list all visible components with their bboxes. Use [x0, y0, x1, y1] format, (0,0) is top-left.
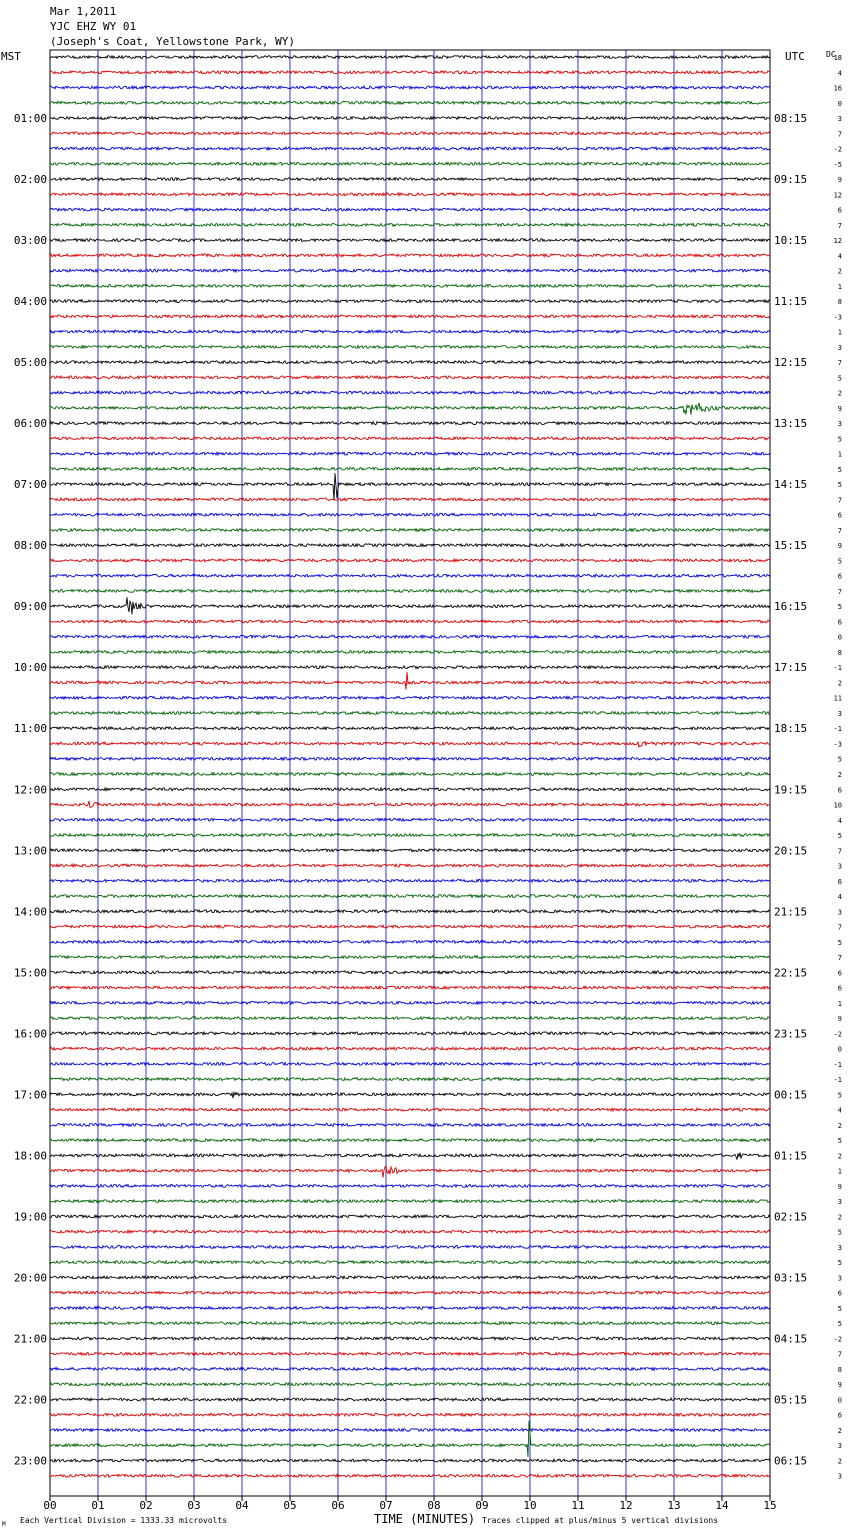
trace-row: [50, 1352, 770, 1355]
trace-row: [50, 468, 770, 471]
trace-row: [50, 391, 770, 394]
dc-offset-label: 1: [837, 282, 842, 291]
dc-offset-label: 11: [833, 694, 842, 703]
trace-row: [50, 1383, 770, 1386]
trace-row: [50, 1307, 770, 1310]
hour-label-left: 03:00: [13, 234, 47, 248]
hour-label-right: 13:15: [774, 417, 808, 431]
dc-offset-label: 0: [837, 99, 842, 108]
trace-row: [50, 162, 770, 165]
hour-label-left: 16:00: [13, 1027, 47, 1041]
trace-row: [50, 101, 770, 104]
hour-label-left: 20:00: [13, 1271, 47, 1285]
trace-row: [50, 403, 770, 415]
trace-row: [50, 590, 770, 593]
scale-note: Each Vertical Division = 1333.33 microvolts: [20, 1516, 228, 1525]
hour-label-left: 22:00: [13, 1393, 47, 1407]
clip-note: Traces clipped at plus/minus 5 vertical divisions: [482, 1516, 719, 1525]
dc-offset-label: -1: [833, 1076, 842, 1085]
dc-offset-label: 4: [837, 252, 842, 261]
trace-row: [50, 635, 770, 638]
hour-label-left: 19:00: [13, 1210, 47, 1224]
dc-offset-label: 5: [837, 832, 842, 841]
trace-row: [50, 422, 770, 425]
dc-offset-label: 2: [837, 1121, 842, 1130]
dc-offset-label: -5: [833, 160, 842, 169]
hour-label-left: 23:00: [13, 1454, 47, 1468]
trace-row: [50, 330, 770, 333]
dc-offset-label: 0: [837, 1045, 842, 1054]
trace-row: [50, 1474, 770, 1477]
dc-offset-label: 12: [833, 191, 842, 200]
hour-label-left: 14:00: [13, 905, 47, 919]
trace-row: [50, 117, 770, 120]
trace-row: [50, 1166, 770, 1178]
trace-row: [50, 1032, 770, 1035]
trace-row: [50, 788, 770, 791]
trace-row: [50, 864, 770, 867]
hour-label-right: 03:15: [774, 1271, 808, 1285]
trace-row: [50, 773, 770, 776]
dc-offset-label: 3: [837, 709, 842, 718]
dc-offset-label: 5: [837, 481, 842, 490]
x-tick-label: 07: [379, 1499, 393, 1512]
trace-row: [50, 834, 770, 837]
x-tick-label: 04: [235, 1499, 249, 1512]
dc-offset-label: -1: [833, 1060, 842, 1069]
dc-offset-label: -3: [833, 313, 842, 322]
trace-row: [50, 696, 770, 699]
dc-offset-label: 12: [833, 237, 842, 246]
trace-row: [50, 574, 770, 577]
trace-row: [50, 1261, 770, 1264]
trace-row: [50, 1291, 770, 1294]
trace-row: [50, 910, 770, 913]
trace-row: [50, 1215, 770, 1218]
trace-row: [50, 971, 770, 974]
x-tick-label: 15: [763, 1499, 777, 1512]
trace-row: [50, 498, 770, 501]
trace-row: [50, 879, 770, 882]
dc-offset-label: 5: [837, 755, 842, 764]
trace-row: [50, 895, 770, 898]
x-tick-label: 14: [715, 1499, 729, 1512]
trace-row: [50, 1078, 770, 1081]
x-tick-label: 03: [187, 1499, 201, 1512]
trace-row: [50, 742, 770, 748]
trace-row: [50, 178, 770, 181]
dc-offset-label: 5: [837, 1259, 842, 1268]
dc-offset-label: 3: [837, 908, 842, 917]
trace-row: [50, 86, 770, 89]
right-timezone-label: UTC: [785, 50, 805, 63]
dc-offset-label: 5: [837, 1320, 842, 1329]
trace-row: [50, 346, 770, 349]
dc-offset-label: 3: [837, 343, 842, 352]
trace-row: [50, 940, 770, 943]
dc-offset-label: 5: [837, 1228, 842, 1237]
trace-row: [50, 361, 770, 364]
dc-offset-label: 6: [837, 984, 842, 993]
trace-row: [50, 1185, 770, 1188]
trace-row: [50, 1108, 770, 1111]
dc-offset-label: 3: [837, 115, 842, 124]
trace-row: [50, 1368, 770, 1371]
trace-row: [50, 473, 770, 500]
trace-row: [50, 1047, 770, 1050]
trace-row: [50, 925, 770, 928]
trace-row: [50, 956, 770, 959]
hour-label-right: 16:15: [774, 600, 808, 614]
dc-offset-label: 7: [837, 954, 842, 963]
trace-row: [50, 284, 770, 287]
dc-offset-label: 2: [837, 267, 842, 276]
dc-offset-label: 4: [837, 893, 842, 902]
hour-label-right: 01:15: [774, 1149, 808, 1163]
dc-offset-label: 5: [837, 603, 842, 612]
dc-offset-label: 9: [837, 176, 842, 185]
dc-offset-label: 5: [837, 1091, 842, 1100]
dc-offset-label: 7: [837, 847, 842, 856]
dc-offset-label: 2: [837, 1457, 842, 1466]
dc-offset-label: 2: [837, 771, 842, 779]
dc-offset-label: 4: [837, 1106, 842, 1115]
dc-offset-label: 1: [837, 999, 842, 1008]
hour-label-right: 22:15: [774, 966, 808, 980]
dc-offset-label: 9: [837, 1381, 842, 1390]
trace-row: [50, 376, 770, 379]
dc-offset-label: -2: [833, 1030, 842, 1039]
x-tick-label: 00: [43, 1499, 57, 1512]
trace-row: [50, 71, 770, 74]
dc-offset-label: 9: [837, 542, 842, 551]
hour-label-left: 21:00: [13, 1332, 47, 1346]
hour-label-left: 13:00: [13, 844, 47, 858]
trace-row: [50, 147, 770, 150]
dc-offset-label: 8: [837, 648, 842, 657]
hour-label-right: 19:15: [774, 783, 808, 797]
dc-offset-label: 2: [837, 1213, 842, 1222]
dc-offset-label: 1: [837, 328, 842, 337]
dc-offset-label: -2: [833, 1335, 842, 1344]
dc-offset-label: 5: [837, 557, 842, 566]
dc-offset-label: 5: [837, 435, 842, 444]
dc-offset-label: 0: [837, 633, 842, 642]
dc-offset-label: 4: [837, 816, 842, 825]
hour-label-left: 05:00: [13, 356, 47, 370]
trace-row: [50, 801, 770, 807]
hour-label-left: 10:00: [13, 661, 47, 675]
trace-row: [50, 1246, 770, 1249]
trace-row: [50, 269, 770, 272]
hour-label-right: 18:15: [774, 722, 808, 736]
x-axis-label: TIME (MINUTES): [374, 1512, 476, 1526]
x-tick-label: 13: [667, 1499, 681, 1512]
trace-row: [50, 1200, 770, 1203]
dc-offset-label: -1: [833, 725, 842, 734]
trace-row: [50, 1001, 770, 1004]
dc-offset-label: 9: [837, 404, 842, 413]
trace-row: [50, 1322, 770, 1325]
trace-row: [50, 1063, 770, 1066]
hour-label-right: 11:15: [774, 295, 808, 309]
dc-offset-label: 3: [837, 1472, 842, 1481]
location-label: (Joseph's Coat, Yellowstone Park, WY): [50, 35, 296, 48]
dc-offset-label: 5: [837, 374, 842, 383]
dc-offset-label: 3: [837, 1243, 842, 1252]
trace-row: [50, 986, 770, 989]
trace-row: [50, 672, 770, 690]
x-tick-label: 02: [139, 1499, 153, 1512]
hour-label-right: 17:15: [774, 661, 808, 675]
dc-offset-label: 6: [837, 1411, 842, 1420]
hour-label-left: 04:00: [13, 295, 47, 309]
x-tick-label: 06: [331, 1499, 345, 1512]
hour-label-left: 17:00: [13, 1088, 47, 1102]
hour-label-right: 08:15: [774, 112, 808, 126]
dc-offset-label: 5: [837, 465, 842, 474]
trace-row: [50, 56, 770, 59]
trace-row: [50, 1017, 770, 1020]
dc-offset-label: 7: [837, 496, 842, 505]
hour-label-right: 04:15: [774, 1332, 808, 1346]
trace-row: [50, 666, 770, 669]
trace-row: [50, 1421, 770, 1457]
dc-offset-label: 3: [837, 1198, 842, 1207]
corner-mark: M: [2, 1521, 6, 1528]
hour-label-right: 06:15: [774, 1454, 808, 1468]
hour-label-left: 08:00: [13, 539, 47, 553]
x-tick-label: 10: [523, 1499, 537, 1512]
trace-row: [50, 1337, 770, 1340]
station-label: YJC EHZ WY 01: [50, 20, 137, 33]
date-label: Mar 1,2011: [50, 5, 117, 18]
dc-offset-label: 9: [837, 1015, 842, 1024]
trace-row: [50, 208, 770, 211]
trace-row: [50, 651, 770, 654]
dc-offset-label: 16: [833, 84, 842, 93]
trace-row: [50, 757, 770, 760]
dc-offset-label: 6: [837, 572, 842, 581]
left-timezone-label: MST: [1, 50, 21, 63]
trace-row: [50, 315, 770, 318]
trace-row: [50, 1413, 770, 1416]
trace-row: [50, 513, 770, 516]
dc-offset-label: 5: [837, 1304, 842, 1313]
dc-offset-label: 2: [837, 679, 842, 688]
trace-row: [50, 223, 770, 226]
trace-row: [50, 452, 770, 455]
hour-label-left: 01:00: [13, 112, 47, 126]
dc-offset-label: 7: [837, 526, 842, 535]
dc-offset-label: 7: [837, 923, 842, 932]
trace-row: [50, 1429, 770, 1432]
dc-offset-label: 6: [837, 206, 842, 215]
trace-row: [50, 1459, 770, 1462]
trace-row: [50, 849, 770, 852]
trace-row: [50, 712, 770, 715]
trace-row: [50, 1124, 770, 1127]
trace-row: [50, 193, 770, 196]
dc-offset-label: 6: [837, 969, 842, 978]
dc-offset-label: 7: [837, 1350, 842, 1359]
dc-offset-label: 2: [837, 389, 842, 398]
dc-offset-label: 1: [837, 1167, 842, 1176]
trace-row: [50, 1139, 770, 1142]
dc-offset-label: 0: [837, 1396, 842, 1405]
dc-offset-label: 6: [837, 511, 842, 520]
hour-label-left: 18:00: [13, 1149, 47, 1163]
trace-row: [50, 529, 770, 532]
x-tick-label: 09: [475, 1499, 489, 1512]
trace-row: [50, 620, 770, 623]
hour-label-left: 09:00: [13, 600, 47, 614]
hour-label-left: 12:00: [13, 783, 47, 797]
trace-row: [50, 597, 770, 614]
trace-row: [50, 818, 770, 821]
dc-offset-label: 8: [837, 1365, 842, 1374]
trace-row: [50, 1153, 770, 1160]
hour-label-right: 14:15: [774, 478, 808, 492]
dc-offset-label: 2: [837, 1152, 842, 1161]
dc-offset-label: 3: [837, 420, 842, 429]
hour-label-right: 00:15: [774, 1088, 808, 1102]
trace-row: [50, 132, 770, 135]
dc-label: DC: [826, 50, 836, 59]
trace-row: [50, 239, 770, 242]
dc-offset-label: 4: [837, 69, 842, 78]
hour-label-right: 15:15: [774, 539, 808, 553]
dc-offset-label: 5: [837, 1137, 842, 1146]
dc-offset-label: -3: [833, 740, 842, 749]
hour-label-left: 15:00: [13, 966, 47, 980]
hour-label-left: 06:00: [13, 417, 47, 431]
dc-offset-label: 3: [837, 1442, 842, 1451]
dc-offset-label: 6: [837, 786, 842, 795]
dc-offset-label: 6: [837, 1289, 842, 1298]
x-tick-label: 08: [427, 1499, 441, 1512]
dc-offset-label: 6: [837, 618, 842, 627]
dc-offset-label: 2: [837, 1426, 842, 1435]
trace-row: [50, 1276, 770, 1279]
dc-offset-label: 6: [837, 877, 842, 886]
hour-label-right: 09:15: [774, 173, 808, 187]
trace-row: [50, 254, 770, 257]
dc-offset-label: 5: [837, 938, 842, 947]
x-tick-label: 01: [91, 1499, 105, 1512]
trace-row: [50, 1230, 770, 1233]
hour-label-right: 05:15: [774, 1393, 808, 1407]
dc-offset-label: -1: [833, 664, 842, 673]
hour-label-right: 20:15: [774, 844, 808, 858]
dc-offset-label: 10: [833, 801, 842, 810]
x-tick-label: 11: [571, 1499, 585, 1512]
dc-offset-label: 9: [837, 1182, 842, 1191]
hour-label-left: 11:00: [13, 722, 47, 736]
trace-row: [50, 1093, 770, 1099]
hour-label-right: 21:15: [774, 905, 808, 919]
trace-row: [50, 437, 770, 440]
hour-label-left: 02:00: [13, 173, 47, 187]
trace-row: [50, 300, 770, 303]
hour-label-right: 02:15: [774, 1210, 808, 1224]
dc-offset-label: 1: [837, 450, 842, 459]
dc-offset-label: 3: [837, 1274, 842, 1283]
dc-offset-label: 7: [837, 359, 842, 368]
trace-row: [50, 544, 770, 547]
hour-label-right: 10:15: [774, 234, 808, 248]
dc-offset-label: -2: [833, 145, 842, 154]
dc-offset-label: 8: [837, 298, 842, 307]
x-tick-label: 05: [283, 1499, 297, 1512]
trace-row: [50, 727, 770, 730]
dc-offset-label: 18: [833, 54, 842, 62]
dc-offset-label: 7: [837, 221, 842, 230]
dc-offset-label: 3: [837, 862, 842, 871]
hour-label-right: 23:15: [774, 1027, 808, 1041]
dc-offset-label: 7: [837, 130, 842, 139]
x-tick-label: 12: [619, 1499, 633, 1512]
trace-row: [50, 559, 770, 562]
hour-label-left: 07:00: [13, 478, 47, 492]
trace-row: [50, 1398, 770, 1401]
dc-offset-label: 7: [837, 587, 842, 596]
hour-label-right: 12:15: [774, 356, 808, 370]
